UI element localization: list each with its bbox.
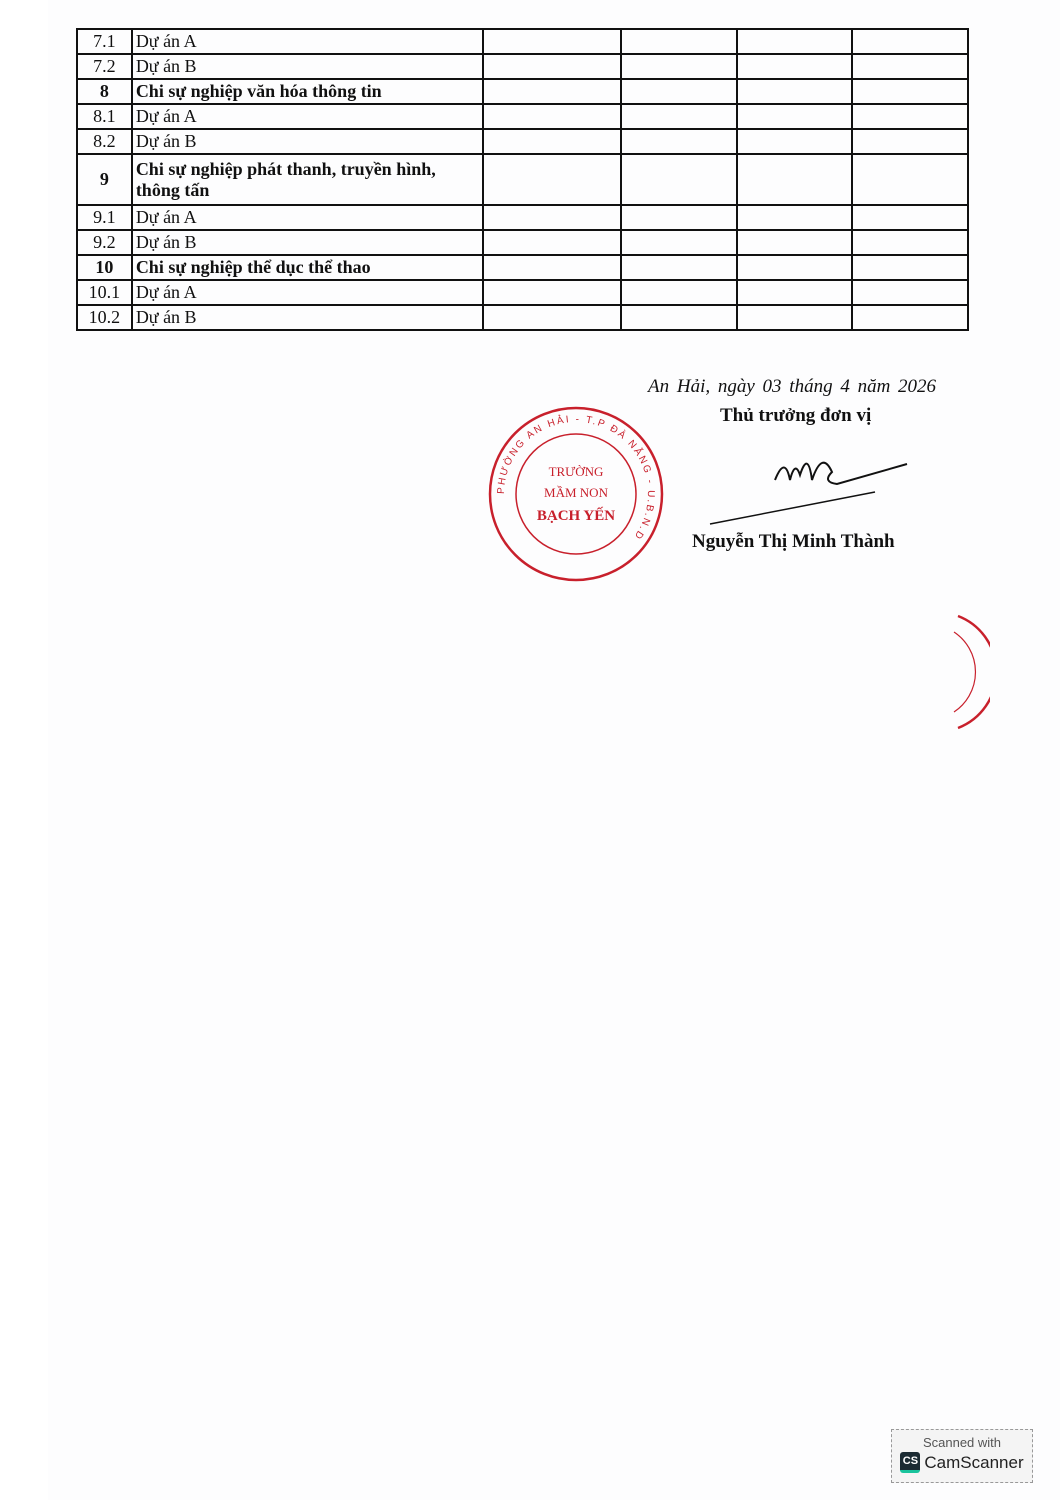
value-cell [852, 205, 968, 230]
value-cell [483, 104, 620, 129]
value-cell [621, 255, 737, 280]
value-cell [852, 255, 968, 280]
table-row [77, 205, 968, 230]
row-name: Dự án B [132, 54, 484, 79]
value-cell [483, 79, 620, 104]
table-row [77, 129, 968, 154]
table-row [77, 280, 968, 305]
value-cell [621, 29, 737, 54]
value-cell [852, 280, 968, 305]
table-row [77, 104, 968, 129]
scan-edge [0, 0, 48, 1500]
value-cell [737, 79, 853, 104]
badge-brand: CamScanner [924, 1452, 1024, 1472]
value-cell [621, 54, 737, 79]
value-cell [852, 104, 968, 129]
value-cell [852, 230, 968, 255]
value-cell [737, 104, 853, 129]
camscanner-badge [891, 1429, 1033, 1483]
partial-stamp-edge [950, 612, 990, 732]
row-number: 9 [77, 154, 132, 205]
row-number: 9.1 [77, 205, 132, 230]
row-name: Dự án A [132, 104, 484, 129]
value-cell [483, 29, 620, 54]
official-stamp [486, 404, 666, 584]
signer-title: Thủ trưởng đơn vị [720, 405, 872, 426]
value-cell [483, 129, 620, 154]
value-cell [737, 54, 853, 79]
table-row [77, 154, 968, 205]
row-number: 10.1 [77, 280, 132, 305]
value-cell [737, 230, 853, 255]
stamp-line3: BẠCH YẾN [536, 508, 616, 524]
value-cell [852, 129, 968, 154]
value-cell [621, 230, 737, 255]
row-name: Dự án B [132, 129, 484, 154]
value-cell [483, 280, 620, 305]
value-cell [483, 154, 620, 205]
value-cell [737, 205, 853, 230]
value-cell [852, 154, 968, 205]
value-cell [737, 280, 853, 305]
handwritten-signature [700, 440, 920, 528]
value-cell [737, 154, 853, 205]
value-cell [621, 104, 737, 129]
camscanner-logo-icon: CS [900, 1452, 920, 1473]
value-cell [621, 79, 737, 104]
value-cell [737, 305, 853, 330]
table-row [77, 54, 968, 79]
value-cell [621, 129, 737, 154]
stamp-line1: TRƯỜNG [548, 464, 604, 479]
value-cell [852, 305, 968, 330]
value-cell [483, 54, 620, 79]
budget-table [76, 28, 969, 331]
row-name: Dự án B [132, 305, 484, 330]
date-line: An Hải, ngày 03 tháng 4 năm 2026 [648, 376, 937, 397]
row-number: 9.2 [77, 230, 132, 255]
row-name: Chi sự nghiệp phát thanh, truyền hình, thông tấn [132, 154, 484, 205]
row-number: 10 [77, 255, 132, 280]
value-cell [621, 280, 737, 305]
value-cell [737, 255, 853, 280]
table-row [77, 79, 968, 104]
table-row [77, 255, 968, 280]
row-number: 7.2 [77, 54, 132, 79]
row-name: Chi sự nghiệp văn hóa thông tin [132, 79, 484, 104]
value-cell [852, 54, 968, 79]
row-number: 8 [77, 79, 132, 104]
value-cell [621, 154, 737, 205]
value-cell [852, 79, 968, 104]
value-cell [483, 305, 620, 330]
signer-name: Nguyễn Thị Minh Thành [692, 531, 895, 552]
value-cell [852, 29, 968, 54]
stamp-line2: MẦM NON [544, 485, 608, 500]
value-cell [737, 29, 853, 54]
row-name: Dự án A [132, 29, 484, 54]
row-number: 8.1 [77, 104, 132, 129]
badge-caption: Scanned with [922, 1435, 1002, 1450]
row-number: 10.2 [77, 305, 132, 330]
value-cell [483, 205, 620, 230]
row-number: 8.2 [77, 129, 132, 154]
row-name: Chi sự nghiệp thể dục thể thao [132, 255, 484, 280]
value-cell [483, 230, 620, 255]
table-row [77, 305, 968, 330]
row-name: Dự án B [132, 230, 484, 255]
value-cell [621, 205, 737, 230]
row-name: Dự án A [132, 280, 484, 305]
row-number: 7.1 [77, 29, 132, 54]
table-row [77, 230, 968, 255]
value-cell [621, 305, 737, 330]
value-cell [737, 129, 853, 154]
stamp-outer-text: PHƯỜNG AN HẢI - T.P ĐÀ NẴNG - U.B.N.D [495, 413, 657, 543]
value-cell [483, 255, 620, 280]
row-name: Dự án A [132, 205, 484, 230]
table-row [77, 29, 968, 54]
